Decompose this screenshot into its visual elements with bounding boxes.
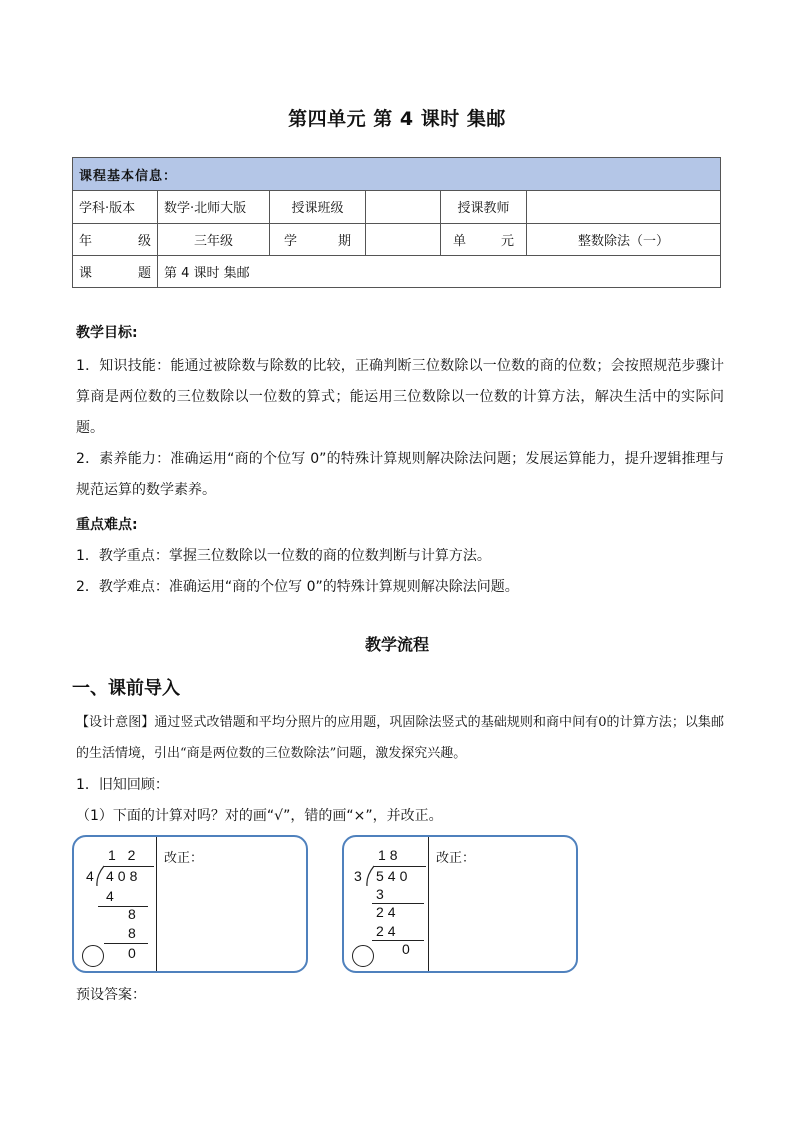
step-subtract-1: 4 xyxy=(106,888,118,904)
remainder: 0 xyxy=(402,941,414,957)
subject-label: 学科·版本 xyxy=(73,191,158,223)
step-subtract-1: 3 xyxy=(376,886,388,902)
term-label: 学 期 xyxy=(270,223,366,255)
quotient: 1 2 xyxy=(108,847,140,863)
correction-label: 改正： xyxy=(436,851,476,866)
division-bar xyxy=(374,866,426,867)
grade-label: 年 级 xyxy=(73,223,158,255)
course-info-header: 课程基本信息： xyxy=(73,158,721,191)
card-divider xyxy=(428,837,429,971)
quotient: 18 xyxy=(378,847,402,863)
preset-answer-label: 预设答案： xyxy=(76,987,146,1003)
unit-value: 整数除法（一） xyxy=(527,223,721,255)
division-bar xyxy=(104,866,154,867)
design-intent: 【设计意图】通过竖式改错题和平均分照片的应用题，巩固除法竖式的基础规则和商中间有0的计算方法；以集邮的生活情境，引出“商是两位数的三位数除法”问题，激发探究兴趣。 xyxy=(76,715,724,761)
topic-label: 课 题 xyxy=(73,255,158,287)
class-value xyxy=(366,191,441,223)
objective-literacy: 2．素养能力：准确运用“商的个位写 0”的特殊计算规则解决除法问题；发展运算能力，提升逻辑推理与规范运算的数学素养。 xyxy=(76,451,724,498)
part-one-title: 一、课前导入 xyxy=(72,678,180,699)
key-point-difficulty: 2．教学难点：准确运用“商的个位写 0”的特殊计算规则解决除法问题。 xyxy=(76,579,519,595)
correction-label: 改正： xyxy=(164,851,204,866)
objective-knowledge: 1．知识技能：能通过被除数与除数的比较，正确判断三位数除以一位数的商的位数；会按照规范步骤计算商是两位数的三位数除以一位数的算式；能运用三位数除以一位数的计算方法，解决生活中的实际问题。 xyxy=(76,358,724,436)
term-value xyxy=(366,223,441,255)
remainder: 0 xyxy=(128,945,140,961)
step-rule-1 xyxy=(98,906,148,907)
review-label: 1．旧知回顾： xyxy=(76,777,169,793)
objectives-heading: 教学目标: xyxy=(76,325,138,341)
step-bring-down: 24 xyxy=(376,904,400,920)
answer-circle[interactable] xyxy=(352,945,374,967)
card-divider xyxy=(156,837,157,971)
teacher-label: 授课教师 xyxy=(441,191,527,223)
unit-label: 单 元 xyxy=(441,223,527,255)
grade-value: 三年级 xyxy=(158,223,270,255)
step-subtract-2: 24 xyxy=(376,923,400,939)
step-bring-down: 8 xyxy=(128,906,140,922)
step-rule-2 xyxy=(372,940,424,941)
topic-value: 第 4 课时 集邮 xyxy=(158,255,721,287)
course-info-table xyxy=(72,157,721,288)
divisor: 4 xyxy=(86,868,98,884)
division-card-1 xyxy=(72,835,308,973)
page-title: 第四单元 第 4 课时 集邮 xyxy=(288,108,506,130)
class-label: 授课班级 xyxy=(270,191,366,223)
subject-value: 数学·北师大版 xyxy=(158,191,270,223)
division-card-2 xyxy=(342,835,578,973)
key-point-focus: 1．教学重点：掌握三位数除以一位数的商的位数判断与计算方法。 xyxy=(76,548,491,564)
division-bracket xyxy=(366,865,376,887)
divisor: 3 xyxy=(354,868,366,884)
dividend: 540 xyxy=(376,868,412,884)
step-rule-2 xyxy=(104,943,148,944)
key-points-heading: 重点难点: xyxy=(76,517,138,533)
answer-circle[interactable] xyxy=(82,945,104,967)
dividend: 408 xyxy=(106,868,142,884)
teaching-flow-title: 教学流程 xyxy=(364,635,429,654)
step-subtract-2: 8 xyxy=(128,925,140,941)
exercise-question: （1）下面的计算对吗？对的画“√”，错的画“×”，并改正。 xyxy=(76,808,443,824)
teacher-value xyxy=(527,191,721,223)
